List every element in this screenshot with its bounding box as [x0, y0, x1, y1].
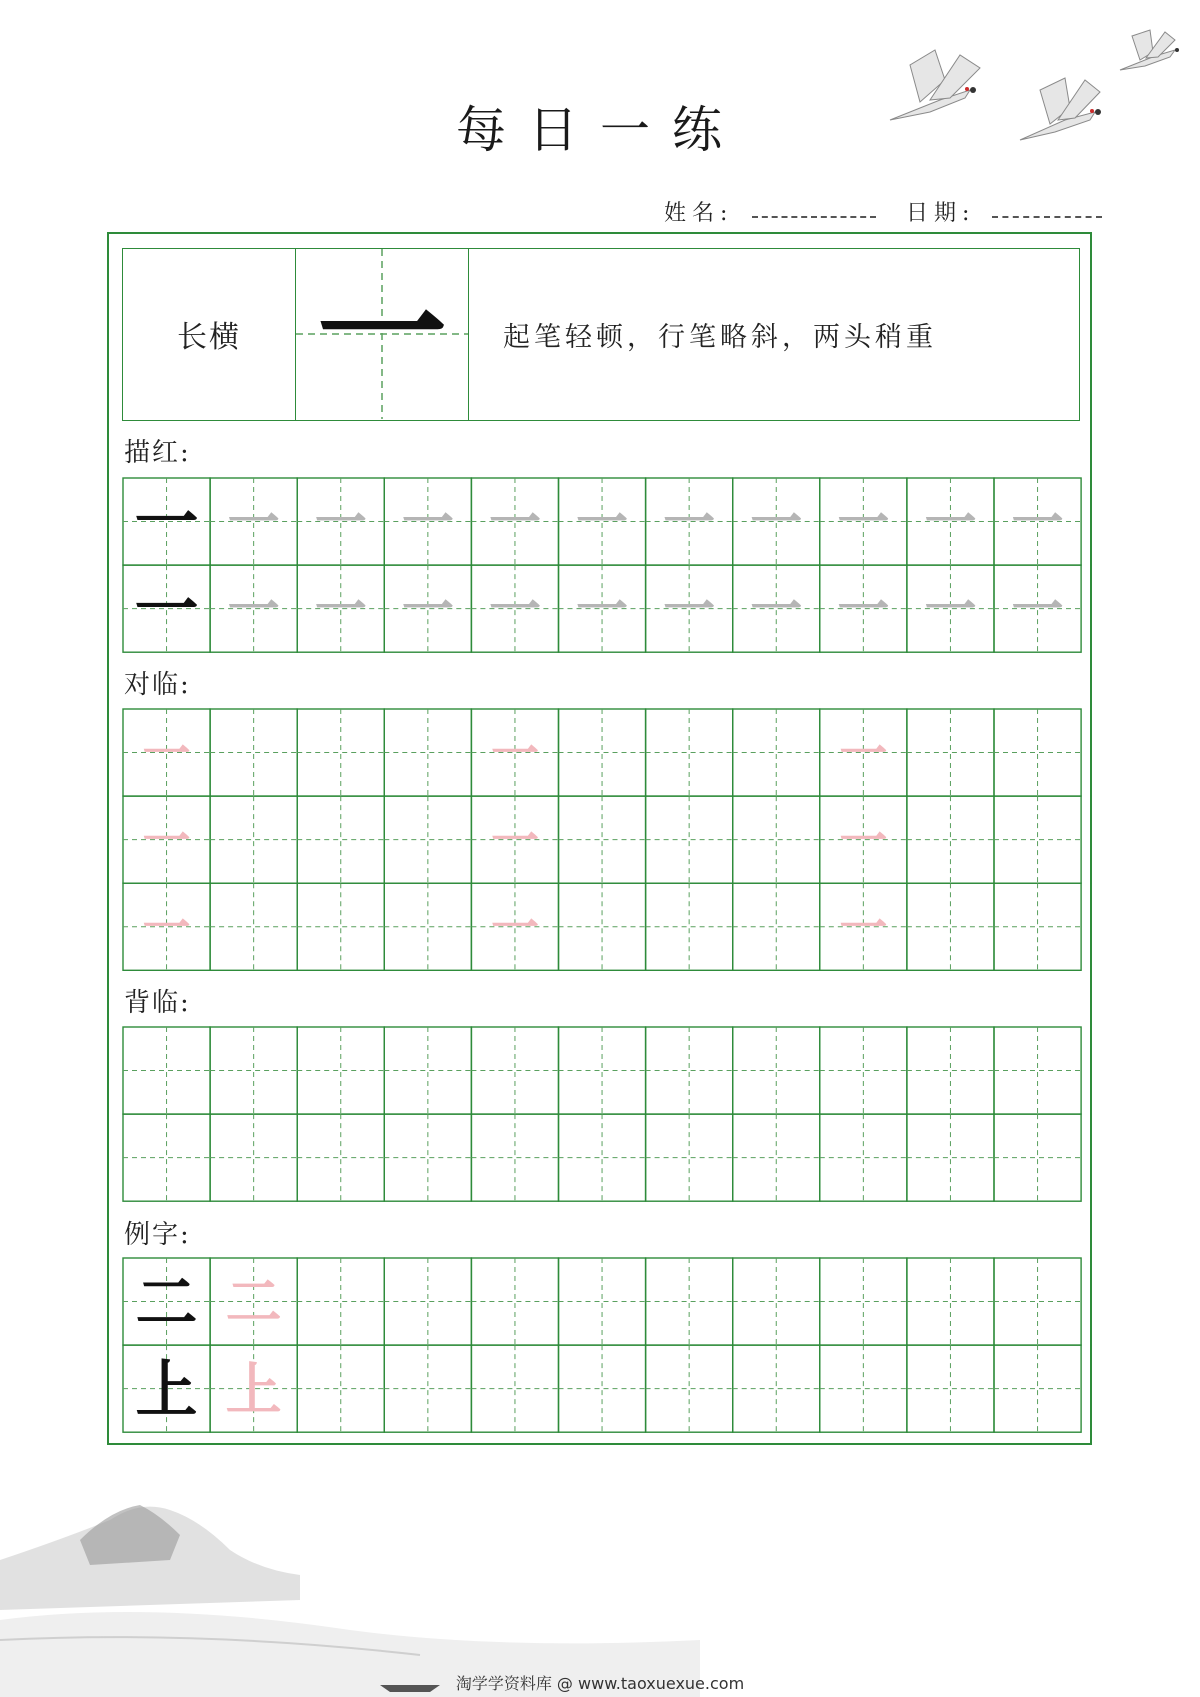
hint-char: 一: [142, 812, 191, 869]
trace-char: 一: [1011, 492, 1064, 554]
trace-section-label: 描红:: [124, 438, 191, 468]
hint-char: 一: [142, 725, 191, 782]
hint-char: 一: [142, 900, 191, 957]
trace-char: 一: [663, 579, 716, 641]
example-trace-char: 二: [225, 1269, 282, 1336]
date-blank[interactable]: [992, 216, 1102, 218]
trace-char: 一: [663, 492, 716, 554]
trace-char: 一: [924, 492, 977, 554]
trace-char: 一: [837, 579, 890, 641]
grid-lines: [122, 1257, 1082, 1433]
trace-char: 一: [1011, 579, 1064, 641]
trace-char: 一: [924, 579, 977, 641]
hint-char: 一: [490, 725, 539, 782]
hint-char: 一: [490, 900, 539, 957]
hint-char: 一: [490, 812, 539, 869]
examples-section-label: 例字:: [124, 1220, 191, 1250]
stroke-description: 起笔轻顿，行笔略斜，两头稍重: [503, 321, 937, 353]
trace-char: 一: [314, 492, 367, 554]
hint-char: 一: [839, 900, 888, 957]
trace-char: 一: [488, 492, 541, 554]
trace-char: 一: [227, 579, 280, 641]
model-char: 一: [134, 572, 199, 648]
trace-char: 一: [750, 579, 803, 641]
landscape-illustration: [0, 1480, 700, 1697]
recall-grid[interactable]: [122, 1026, 1082, 1202]
example-char: 二: [135, 1265, 198, 1339]
trace-char: 一: [227, 492, 280, 554]
stroke-name: 长横: [177, 320, 241, 355]
trace-char: 一: [750, 492, 803, 554]
grid-lines: [122, 708, 1082, 971]
trace-char: 一: [401, 492, 454, 554]
example-trace-char: 上: [225, 1356, 282, 1423]
copy-section-label: 对临:: [124, 670, 191, 700]
trace-char: 一: [576, 492, 629, 554]
trace-char: 一: [401, 579, 454, 641]
trace-grid[interactable]: [122, 477, 1082, 653]
page-title: 每日一练: [456, 101, 744, 159]
name-label: 姓名:: [664, 201, 734, 226]
trace-char: 一: [837, 492, 890, 554]
footer-watermark: 淘学学资料库 @ www.taoxuexue.com: [455, 1674, 745, 1693]
trace-char: 一: [314, 579, 367, 641]
hint-char: 一: [839, 725, 888, 782]
recall-section-label: 背临:: [124, 988, 191, 1018]
stroke-demo-glyph: 一: [316, 257, 447, 410]
stroke-demo-cell: [296, 249, 468, 419]
trace-char: 一: [576, 579, 629, 641]
date-label: 日期:: [906, 201, 976, 226]
examples-grid[interactable]: [122, 1257, 1082, 1433]
grid-lines: [122, 477, 1082, 653]
model-char: 一: [134, 485, 199, 561]
name-blank[interactable]: [752, 216, 876, 218]
example-char: 上: [135, 1352, 198, 1426]
trace-char: 一: [488, 579, 541, 641]
stroke-header: [122, 248, 1080, 421]
copy-grid[interactable]: [122, 708, 1082, 971]
hint-char: 一: [839, 812, 888, 869]
grid-lines: [122, 1026, 1082, 1202]
